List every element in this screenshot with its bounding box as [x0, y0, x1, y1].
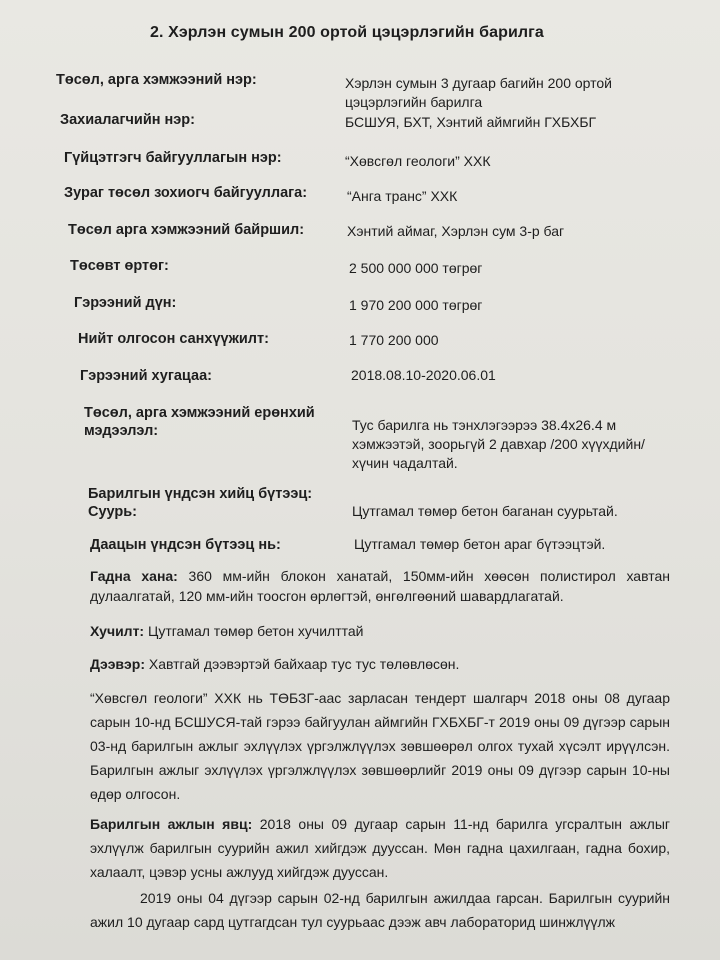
contract-period-value: 2018.08.10-2020.06.01	[351, 367, 496, 383]
client-value: БСШУЯ, БХТ, Хэнтий аймгийн ГХБХБГ	[345, 114, 597, 130]
load-structure-value: Цутгамал төмөр бетон араг бүтээцтэй.	[354, 536, 606, 552]
funding-label: Нийт олгосон санхүүжилт:	[78, 331, 269, 347]
foundation-value: Цутгамал төмөр бетон баганан суурьтай.	[352, 503, 618, 519]
budget-label: Төсөвт өртөг:	[70, 258, 169, 274]
location-label: Төсөл арга хэмжээний байршил:	[68, 222, 305, 238]
outer-wall-label: Гадна хана:	[90, 568, 178, 584]
general-info-label: Төсөл, арга хэмжээний ерөнхий мэдээлэл:	[84, 405, 315, 439]
cover-text: Цутгамал төмөр бетон хучилттай	[144, 623, 364, 639]
outer-wall-paragraph	[90, 566, 670, 606]
work-start-paragraph: 2019 оны 04 дүгээр сарын 02-нд барилгын ажилдаа гарсан. Барилгын суурийн ажил 10 дугаар сард цутгагдсан тул суурьаас дээж авч лабораторид шинжлүүлж	[90, 890, 670, 930]
contract-amount-label: Гэрээний дүн:	[74, 295, 177, 311]
budget-value: 2 500 000 000 төгрөг	[349, 260, 483, 276]
designer-label: Зураг төсөл зохиогч байгууллага:	[64, 185, 308, 201]
cover-label: Хучилт:	[90, 623, 145, 639]
contractor-value: “Хөвсгөл геологи” ХХК	[345, 153, 491, 169]
project-name-value: Хэрлэн сумын 3 дугаар багийн 200 ортой цэцэрлэгийн барилга	[345, 75, 612, 110]
contract-amount-value: 1 970 200 000 төгрөг	[349, 297, 483, 313]
progress-text: 2018 оны 09 дугаар сарын 11-нд барилга угсралтын ажлыг эхлүүлж барилгын суурийн ажил хийгдэж дууссан. Мөн гадна цахилгаан, гадна бохир, халаалт, цэвэр усны ажлууд хийгдэж дууссан.	[90, 816, 671, 880]
contract-paragraph: “Хөвсгөл геологи” ХХК нь ТӨБЗГ-аас зарласан тендерт шалгарч 2018 оны 08 дугаар сарын 10-нд БСШУСЯ-тай гэрээ байгуулан аймгийн ГХБХБГ-т 2019 оны 09 дүгээр сарын 03-нд барилгын ажлыг эхлүүлэх үргэлжлүүлэх зөвшөөрөл олгох тухай хүсэлт ирүүлсэн. Барилгын ажлыг эхлүүлэх үргэлжлүүлэх зөвшөөрлийг 2019 оны 09 дүгээр сарын 10-ны өдөр олгосон.	[90, 690, 670, 802]
load-structure-label: Даацын үндсэн бүтээц нь:	[90, 537, 281, 553]
structure-label: Барилгын үндсэн хийц бүтээц:	[88, 486, 313, 502]
contract-period-label: Гэрээний хугацаа:	[80, 368, 212, 384]
roof-text: Хавтгай дээвэртэй байхаар тус тус төлөвлөсөн.	[145, 656, 460, 672]
roof-paragraph	[90, 652, 670, 676]
progress-label: Барилгын ажлын явц:	[90, 816, 253, 832]
contractor-label: Гүйцэтгэгч байгууллагын нэр:	[64, 150, 282, 166]
funding-value: 1 770 200 000	[349, 332, 439, 348]
general-info-value: Тус барилга нь тэнхлэгээрээ 38.4х26.4 м хэмжээтэй, зоорьгүй 2 давхар /200 хүүхдийн/ хүчин чадалтай.	[352, 417, 645, 471]
project-name-label: Төсөл, арга хэмжээний нэр:	[56, 72, 257, 88]
foundation-label: Суурь:	[88, 504, 138, 520]
location-value: Хэнтий аймаг, Хэрлэн сум 3-р баг	[347, 223, 565, 239]
designer-value: “Анга транс” ХХК	[347, 188, 458, 204]
client-label: Захиалагчийн нэр:	[60, 112, 195, 128]
roof-label: Дээвэр:	[90, 656, 145, 672]
section-title: 2. Хэрлэн сумын 200 ортой цэцэрлэгийн барилга	[150, 24, 544, 41]
outer-wall-text: 360 мм-ийн блокон ханатай, 150мм-ийн хөөсөн полистирол хавтан дулаалгатай, 120 мм-ийн тоосгон өрлөгтэй, өнгөлгөөний шавардлагатай.	[90, 568, 670, 604]
progress-paragraph	[90, 812, 670, 884]
cover-paragraph	[90, 619, 670, 643]
